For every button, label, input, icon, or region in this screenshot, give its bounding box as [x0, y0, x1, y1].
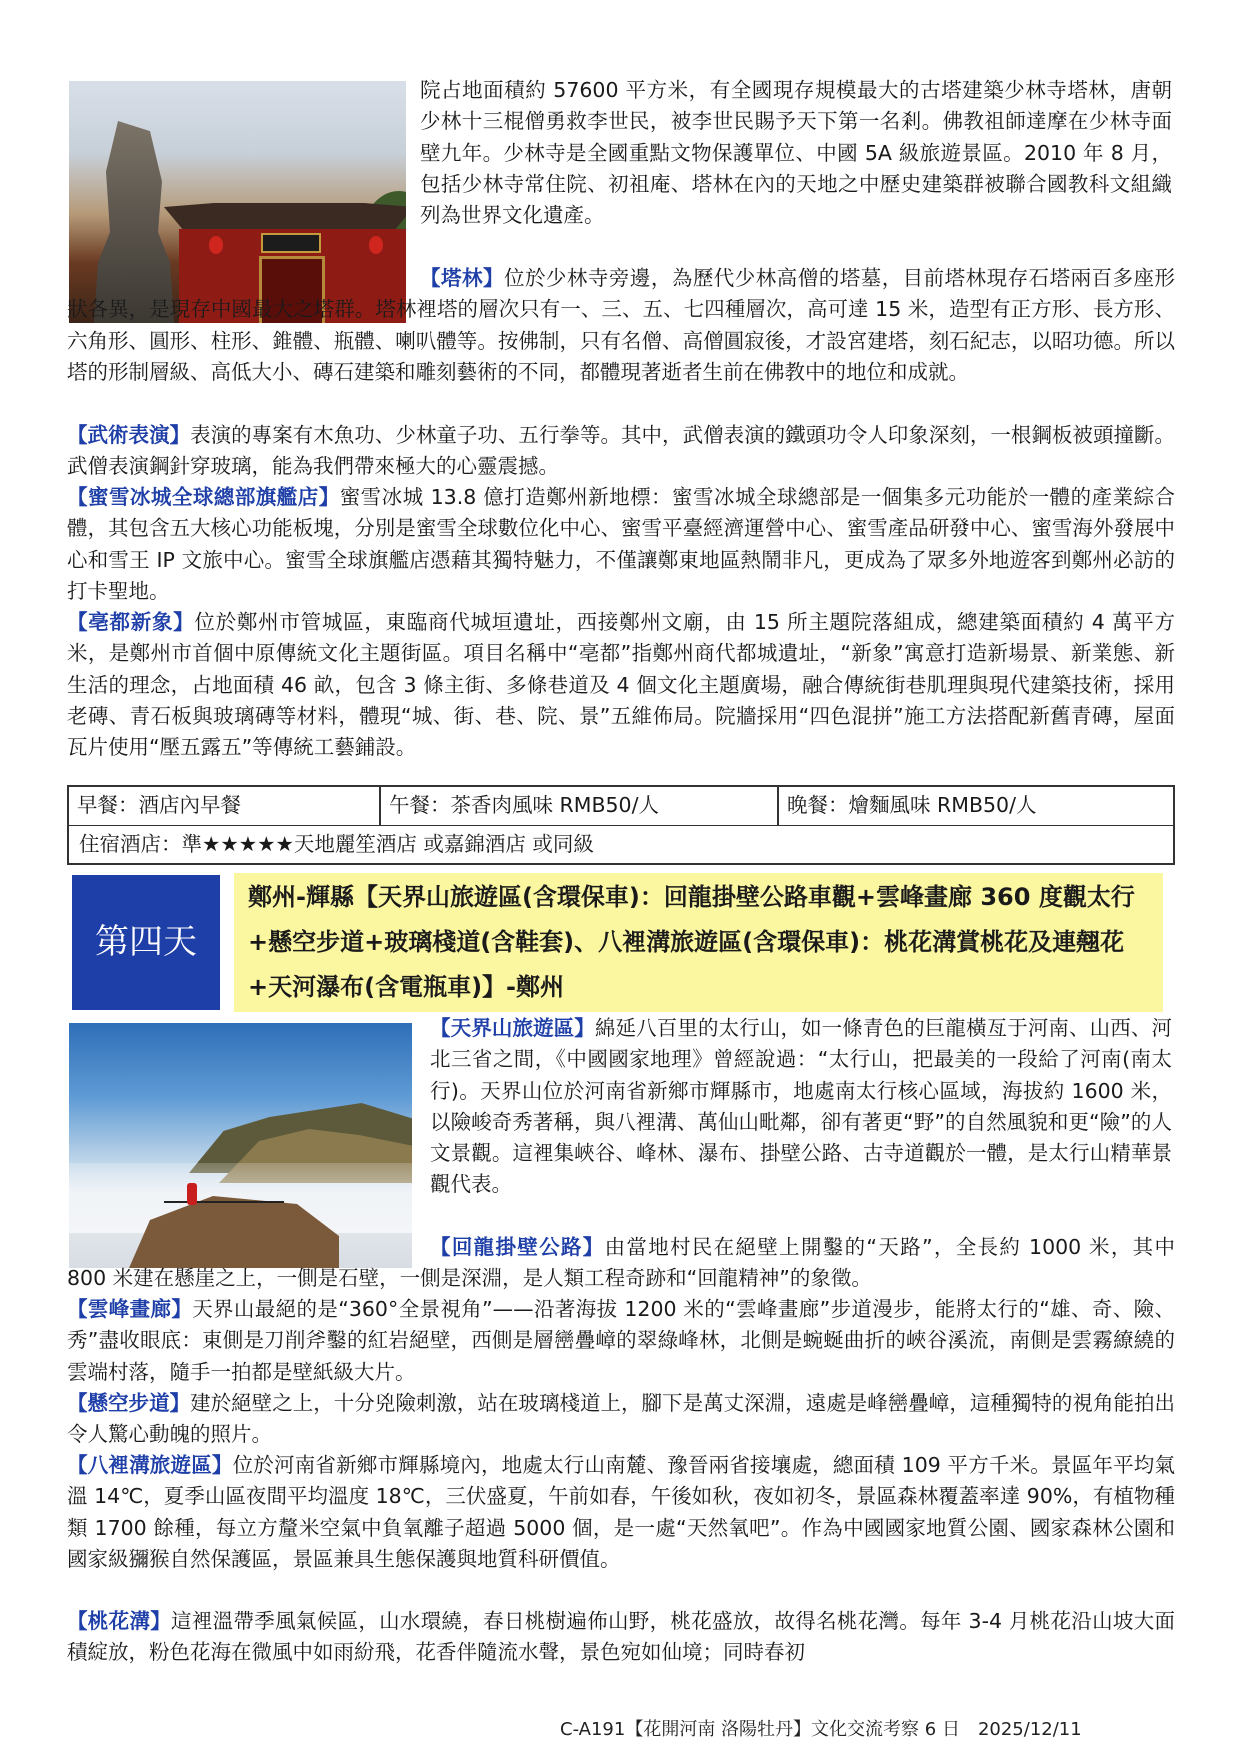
page-footer: C-A191【花開河南 洛陽牡丹】文化交流考察 6 日 2025/12/11: [560, 1719, 1082, 1740]
haodu-paragraph: 【亳都新象】位於鄭州市管城區，東臨商代城垣遺址，西接鄭州文廟，由 15 所主題院落組成，總建築面積約 4 萬平方米，是鄭州市首個中原傳統文化主題街區。項目名稱中“亳都”指鄭州商代都城遺址，“新象”寓意打造新場景、新業態、新生活的理念，占地面積 46 畝，包含 3 條主街、多條巷道及 4 個文化主題廣場，融合傳統街巷肌理與現代建築技術，採用老磚、青石板與玻璃磚等材料，體現“城、街、巷、院、景”五維佈局。院牆採用“四色混拼”施工方法搭配新舊青磚，屋面瓦片使用“壓五露五”等傳統工藝鋪設。: [67, 610, 1175, 760]
breakfast-cell: 早餐：酒店內早餐: [77, 793, 241, 817]
mixue-title: 【蜜雪冰城全球總部旗艦店】: [67, 485, 340, 509]
day-title: 鄭州-輝縣【天界山旅遊區(含環保車)：回龍掛壁公路車觀+雲峰畫廊 360 度觀太行+懸空步道+玻璃棧道(含鞋套)、八裡溝旅遊區(含環保車)：桃花溝賞桃花及連翹花+天河瀑布(含電瓶車)】-鄭州: [234, 873, 1163, 1012]
taohua-title: 【桃花溝】: [67, 1609, 172, 1633]
wushu-title: 【武術表演】: [67, 423, 191, 447]
meals-row: [69, 787, 1173, 826]
mixue-paragraph: 【蜜雪冰城全球總部旗艦店】蜜雪冰城 13.8 億打造鄭州新地標：蜜雪冰城全球總部是一個集多元功能於一體的產業綜合體，其包含五大核心功能板塊，分別是蜜雪全球數位化中心、蜜雪平臺經濟運營中心、蜜雪產品研發中心、蜜雪海外發展中心和雪王 IP 文旅中心。蜜雪全球旗艦店憑藉其獨特魅力，不僅讓鄭東地區熱鬧非凡，更成為了眾多外地遊客到鄭州必訪的打卡聖地。: [67, 485, 1175, 603]
lunch-cell: 午餐：茶香肉風味 RMB50/人: [379, 787, 777, 825]
dinner-cell: 晚餐：燴麵風味 RMB50/人: [777, 787, 1173, 825]
huilong-paragraph: 【回龍掛壁公路】由當地村民在絕壁上開鑿的“天路”，全長約 1000 米，其中 800 米建在懸崖之上，一側是石壁，一側是深淵，是人類工程奇跡和“回龍精神”的象徵。: [67, 1235, 1175, 1291]
wushu-paragraph: 【武術表演】表演的專案有木魚功、少林童子功、五行拳等。其中，武僧表演的鐵頭功令人印象深刻，一根鋼板被頭撞斷。武僧表演鋼針穿玻璃，能為我們帶來極大的心靈震撼。: [67, 423, 1176, 479]
xuankong-paragraph: 【懸空步道】建於絕壁之上，十分兇險刺激，站在玻璃棧道上，腳下是萬丈深淵，遠處是峰巒疊嶂，這種獨特的視角能拍出令人驚心動魄的照片。: [67, 1391, 1176, 1447]
huilong-title: 【回龍掛壁公路】: [430, 1235, 605, 1259]
day-badge: 第四天: [72, 875, 220, 1010]
tianjie-title: 【天界山旅遊區】: [430, 1016, 595, 1040]
xuankong-title: 【懸空步道】: [67, 1391, 191, 1415]
meals-table: [67, 785, 1175, 865]
yunfeng-paragraph: 【雲峰畫廊】天界山最絕的是“360°全景視角”——沿著海拔 1200 米的“雲峰畫廊”步道漫步，能將太行的“雄、奇、險、秀”盡收眼底：東側是刀削斧鑿的紅岩絕壁，西側是層巒疊嶂的翠綠峰林，北側是蜿蜒曲折的峽谷溪流，南側是雲霧繚繞的雲端村落，隨手一拍都是壁紙級大片。: [67, 1297, 1176, 1384]
yunfeng-title: 【雲峰畫廊】: [67, 1297, 193, 1321]
talin-title: 【塔林】: [420, 266, 504, 290]
baligou-paragraph: 【八裡溝旅遊區】位於河南省新鄉市輝縣境內，地處太行山南麓、豫晉兩省接壤處，總面積 109 平方千米。景區年平均氣溫 14℃，夏季山區夜間平均溫度 18℃，三伏盛夏，午前如春，午後如秋，夜如初冬，景區森林覆蓋率達 90%，有植物種類 1700 餘種，每立方釐米空氣中負氧離子超過 5000 個，是一處“天然氧吧”。作為中國國家地質公園、國家森林公園和國家級獼猴自然保護區，景區兼具生態保護與地質科研價值。: [67, 1453, 1175, 1571]
hotel-cell: 住宿酒店：準★★★★★天地麗笙酒店 或嘉錦酒店 或同級: [79, 832, 594, 856]
tianjie-paragraph: 【天界山旅遊區】綿延八百里的太行山，如一條青色的巨龍橫亙于河南、山西、河北三省之間，《中國國家地理》曾經說過：“太行山，把最美的一段給了河南(南太行)。天界山位於河南省新鄉市輝縣市，地處南太行核心區域，海拔約 1600 米，以險峻奇秀著稱，與八裡溝、萬仙山毗鄰，卻有著更“野”的自然風貌和更“險”的人文景觀。這裡集峽谷、峰林、瀑布、掛壁公路、古寺道觀於一體，是太行山精華景觀代表。: [430, 1016, 1173, 1197]
taohua-paragraph: 【桃花溝】這裡溫帶季風氣候區，山水環繞，春日桃樹遍佈山野，桃花盛放，故得名桃花灣。每年 3-4 月桃花沿山坡大面積綻放，粉色花海在微風中如雨紛飛，花香伴隨流水聲，景色宛如仙境；同時春初: [67, 1609, 1176, 1665]
shaolin-intro: 院占地面積約 57600 平方米，有全國現存規模最大的古塔建築少林寺塔林，唐朝少林十三棍僧勇救李世民，被李世民賜予天下第一名剎。佛教祖師達摩在少林寺面壁九年。少林寺是全國重點文物保護單位、中國 5A 級旅遊景區。2010 年 8 月，包括少林寺常住院、初祖庵、塔林在內的天地之中歷史建築群被聯合國教科文組織列為世界文化遺產。: [420, 78, 1172, 228]
talin-paragraph: 【塔林】位於少林寺旁邊，為歷代少林高僧的塔墓，目前塔林現存石塔兩百多座形狀各異，是現存中國最大之塔群。塔林裡塔的層次只有一、三、五、七四種層次，高可達 15 米，造型有正方形、長方形、六角形、圓形、柱形、錐體、瓶體、喇叭體等。按佛制，只有名僧、高僧圓寂後，才設宮建塔，刻石紀志，以昭功德。所以塔的形制層級、高低大小、磚石建築和雕刻藝術的不同，都體現著逝者生前在佛教中的地位和成就。: [67, 266, 1176, 384]
haodu-title: 【亳都新象】: [67, 610, 195, 634]
hotel-row: [69, 826, 1173, 863]
baligou-title: 【八裡溝旅遊區】: [67, 1453, 233, 1477]
